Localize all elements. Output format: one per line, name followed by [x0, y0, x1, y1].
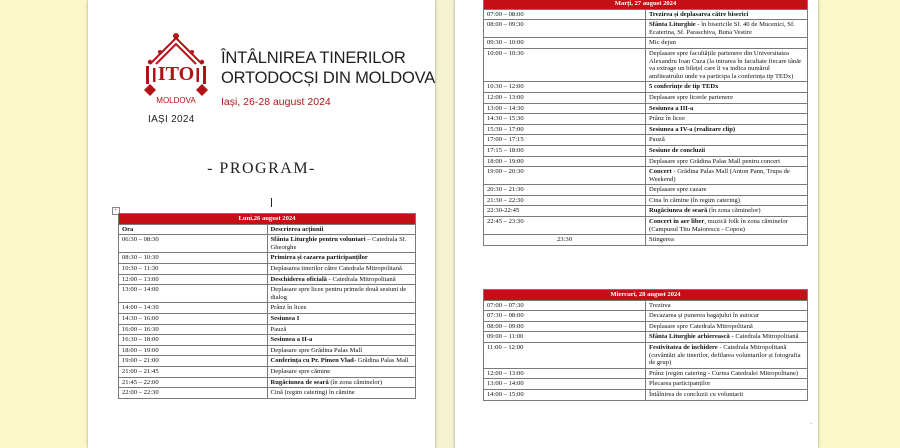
description-cell — [267, 335, 416, 346]
time-cell: 16:00 – 16:30 — [119, 324, 268, 335]
activity-name: Stingerea — [649, 236, 674, 244]
table-row — [484, 235, 808, 246]
description-cell — [646, 156, 808, 167]
time-cell: 11:00 – 12:00 — [484, 342, 646, 368]
table-move-handle[interactable]: + — [112, 207, 120, 215]
activity-name: Sfânta Liturghie arhierească — [649, 333, 730, 341]
table-row — [484, 103, 808, 114]
workspace-right — [818, 0, 900, 448]
page-end-mark: ⌐ — [810, 421, 814, 427]
time-cell: 14:00 – 15:00 — [484, 389, 646, 400]
table-row — [484, 135, 808, 146]
table-row — [484, 321, 808, 332]
activity-detail: - Catedrala Mitropolitană (cuvântări ale tinerilor, defilarea voluntarilor și fotografia de grup) — [649, 343, 801, 367]
description-cell — [267, 253, 416, 264]
day-header: Marți, 27 august 2024 — [484, 0, 808, 9]
time-cell: 13:00 – 14:00 — [119, 285, 268, 303]
description-cell — [267, 274, 416, 285]
activity-name: Deplasare spre cămine — [270, 367, 331, 375]
activity-name: Prânz în licee — [270, 304, 307, 312]
time-cell: 22:45 – 23:30 — [484, 217, 646, 235]
time-cell: 08:00 – 09:30 — [484, 20, 646, 38]
table-row — [484, 124, 808, 135]
description-cell — [646, 185, 808, 196]
activity-name: Pauză — [270, 325, 287, 333]
table-row — [484, 9, 808, 20]
description-cell — [646, 368, 808, 379]
text-cursor — [271, 198, 272, 207]
activity-name: Deplasare spre Grădina Palas Mall — [270, 346, 363, 354]
time-cell: 12:00 – 13:00 — [484, 92, 646, 103]
activity-name: Prânz (regim catering - Curtea Catedralei Mitropolitane) — [649, 369, 799, 377]
event-title — [221, 48, 435, 88]
table-row — [484, 217, 808, 235]
description-cell — [646, 124, 808, 135]
logo-text: ITO — [157, 63, 195, 85]
activity-detail: (la intrarea în facultate fiecare tânăr va extrage un bilețel care îi va indica numărul amfiteatrului unde va participa la conferința tip TEDx) — [649, 57, 802, 80]
description-cell — [646, 195, 808, 206]
table-row — [484, 379, 808, 390]
description-cell — [267, 388, 416, 399]
description-cell — [646, 332, 808, 343]
time-cell: 12:00 – 13:00 — [119, 274, 268, 285]
workspace-left — [0, 0, 88, 448]
activity-name: Întâlnirea de concluzii cu voluntarii — [649, 390, 744, 398]
description-cell — [646, 321, 808, 332]
activity-name: Mic dejun — [649, 39, 676, 47]
description-cell — [646, 82, 808, 93]
table-row — [119, 377, 416, 388]
description-cell — [267, 345, 416, 356]
activity-name: Sesiunea a III-a — [649, 104, 694, 112]
table-row — [484, 368, 808, 379]
table-row — [484, 300, 808, 311]
description-cell — [646, 389, 808, 400]
activity-name: Rugăciunea de seară — [649, 207, 708, 215]
description-cell — [267, 235, 416, 253]
tuesday-schedule-table — [483, 0, 808, 246]
column-header-description: Descrierea acțiunii — [267, 224, 416, 235]
program-title: - PROGRAM- — [207, 160, 316, 177]
table-row — [119, 388, 416, 399]
table-row — [484, 82, 808, 93]
activity-detail: - Grădina Palas Mall — [353, 357, 409, 365]
time-cell: 18:00 – 19:00 — [119, 345, 268, 356]
description-cell — [267, 285, 416, 303]
description-cell — [267, 263, 416, 274]
table-row — [484, 145, 808, 156]
activity-name: Festivitatea de închidere — [649, 343, 718, 351]
event-title-line2: ORTODOCȘI DIN MOLDOVA — [221, 69, 435, 87]
workspace-gap — [435, 0, 455, 448]
description-cell — [646, 217, 808, 235]
table-row — [119, 235, 416, 253]
time-cell: 13:00 – 14:30 — [484, 103, 646, 114]
table-row — [119, 274, 416, 285]
logo-sub: MOLDOVA — [156, 96, 196, 105]
activity-name: Sfânta Liturghie pentru voluntari — [270, 236, 366, 244]
table-row — [119, 313, 416, 324]
activity-name: Sesiunea a IV-a (realizare clip) — [649, 125, 736, 133]
time-cell: 12:00 – 13:00 — [484, 368, 646, 379]
table-row — [119, 366, 416, 377]
time-cell: 14:30 – 15:30 — [484, 114, 646, 125]
activity-name: Deplasarea tinerilor către Catedrala Mitropolitană — [270, 264, 402, 272]
event-title-line1: ÎNTÂLNIREA TINERILOR — [221, 49, 406, 67]
description-cell — [646, 379, 808, 390]
time-cell: 08:30 – 10:30 — [119, 253, 268, 264]
description-cell — [646, 135, 808, 146]
activity-detail: – Catedrala Sf. Gheorghe — [270, 236, 407, 251]
activity-name: Concert — [649, 168, 672, 176]
activity-detail: - în bisericile Sf. 40 de Mucenici, Sf. Ecaterina, Sf. Paraschiva, Buna Vestire — [649, 21, 795, 36]
time-cell: 10:30 – 12:00 — [484, 82, 646, 93]
table-row — [484, 38, 808, 49]
description-cell — [267, 324, 416, 335]
description-cell — [646, 20, 808, 38]
activity-detail: - Grădina Palas Mall (Anton Pann, Trupa de Weekend) — [649, 168, 790, 183]
time-cell: 23:30 — [484, 235, 646, 246]
time-cell: 19:00 – 20:30 — [484, 167, 646, 185]
table-row — [484, 92, 808, 103]
activity-name: Deschiderea oficială — [270, 275, 327, 283]
activity-name: Rugăciunea de seară — [270, 378, 329, 386]
table-row — [484, 332, 808, 343]
time-cell: 15:30 – 17:00 — [484, 124, 646, 135]
activity-name: Concert în aer liber — [649, 218, 705, 226]
activity-name: Pauză — [649, 136, 665, 144]
time-cell: 10:30 – 11:30 — [119, 263, 268, 274]
activity-name: Deplasare spre cazare — [649, 186, 707, 194]
description-cell — [646, 311, 808, 322]
activity-detail: - Catedrala Mitropolitană — [326, 275, 396, 283]
time-cell: 10:00 – 10:30 — [484, 48, 646, 81]
table-row — [484, 114, 808, 125]
time-cell: 13:00 – 14:00 — [484, 379, 646, 390]
activity-name: Deplasare spre Grădina Palas Mall pentru concert — [649, 157, 781, 165]
description-cell — [646, 114, 808, 125]
description-cell — [267, 356, 416, 367]
column-header-time: Ora — [119, 224, 268, 235]
activity-detail: (în zona căminelor) — [707, 207, 761, 215]
table-row — [484, 389, 808, 400]
time-cell: 18:00 – 19:00 — [484, 156, 646, 167]
time-cell: 07:00 – 07:30 — [484, 300, 646, 311]
activity-name: Plecarea participanților — [649, 380, 711, 388]
activity-name: Deplasare spre facultățile partenere din Universitatea Alexandru Ioan Cuza — [649, 49, 790, 65]
time-cell: 07:00 – 08:00 — [484, 9, 646, 20]
table-row — [484, 342, 808, 368]
document-page-1[interactable] — [88, 0, 435, 448]
time-cell: 14:30 – 16:00 — [119, 313, 268, 324]
activity-name: Deplasare spre licee pentru primele două sesiuni de dialog — [270, 286, 407, 301]
time-cell: 21:30 – 22:30 — [484, 195, 646, 206]
table-row — [484, 48, 808, 81]
table-row — [119, 263, 416, 274]
day-header: Miercuri, 28 august 2024 — [484, 290, 808, 301]
activity-detail: (în zona căminelor) — [328, 378, 383, 386]
description-cell — [646, 145, 808, 156]
time-cell: 21:00 – 21:45 — [119, 366, 268, 377]
description-cell — [267, 366, 416, 377]
activity-name: Prânz în licee — [649, 115, 685, 123]
table-row — [119, 285, 416, 303]
time-cell: 19:00 – 21:00 — [119, 356, 268, 367]
table-row — [484, 185, 808, 196]
activity-name: Cină (regim catering) în cămine — [270, 389, 355, 397]
ito-logo — [140, 30, 212, 112]
activity-name: Sesiunea a II-a — [270, 336, 313, 344]
time-cell: 17:00 – 17:15 — [484, 135, 646, 146]
table-row — [484, 195, 808, 206]
description-cell — [646, 167, 808, 185]
activity-name: Sesiune de concluzii — [649, 146, 706, 154]
table-row — [484, 156, 808, 167]
time-cell: 16:30 – 18:00 — [119, 335, 268, 346]
time-cell: 17:15 – 18:00 — [484, 145, 646, 156]
description-cell — [646, 103, 808, 114]
table-row — [119, 303, 416, 314]
time-cell: 07:30 – 08:00 — [484, 311, 646, 322]
time-cell: 21:45 – 22:00 — [119, 377, 268, 388]
monday-schedule-table — [118, 213, 416, 399]
table-row — [484, 206, 808, 217]
description-cell — [646, 342, 808, 368]
activity-name: 5 conferințe de tip TEDx — [649, 83, 719, 91]
description-cell — [646, 235, 808, 246]
description-cell — [646, 38, 808, 49]
activity-name: Deplasare spre Catedrala Mitropolitană — [649, 322, 753, 330]
time-cell: 06:30 – 08:30 — [119, 235, 268, 253]
table-row — [484, 167, 808, 185]
table-row — [484, 311, 808, 322]
time-cell: 09:30 – 10:00 — [484, 38, 646, 49]
activity-name: Conferința cu Pr. Pimen Vlad — [270, 357, 354, 365]
activity-detail: - Catedrala Mitropolitană — [729, 333, 799, 341]
table-row — [484, 20, 808, 38]
description-cell — [646, 9, 808, 20]
time-cell: 22:30-22:45 — [484, 206, 646, 217]
day-header: Luni,26 august 2024 — [119, 214, 416, 225]
description-cell — [646, 300, 808, 311]
description-cell — [646, 206, 808, 217]
description-cell — [646, 48, 808, 81]
description-cell — [267, 377, 416, 388]
activity-name: Trezirea și deplasarea către biserici — [649, 10, 749, 18]
time-cell: 14:00 – 14:30 — [119, 303, 268, 314]
time-cell: 22:00 – 22:30 — [119, 388, 268, 399]
document-page-2[interactable] — [455, 0, 818, 448]
logo-year: IAȘI 2024 — [148, 114, 195, 125]
activity-name: Deplasare spre liceele partenere — [649, 93, 734, 101]
activity-name: Decazarea și punerea bagajului în autocar — [649, 312, 760, 320]
table-row — [119, 335, 416, 346]
description-cell — [646, 92, 808, 103]
table-row — [119, 324, 416, 335]
time-cell: 08:00 – 09:00 — [484, 321, 646, 332]
activity-name: Sfânta Liturghie — [649, 21, 696, 29]
activity-name: Trezirea — [649, 301, 671, 309]
time-cell: 20:30 – 21:30 — [484, 185, 646, 196]
activity-name: Cina în cămine (în regim catering) — [649, 196, 740, 204]
table-row — [119, 253, 416, 264]
activity-name: Sesiunea I — [270, 314, 300, 322]
table-row — [119, 356, 416, 367]
event-date-place: Iași, 26-28 august 2024 — [221, 96, 331, 108]
description-cell — [267, 313, 416, 324]
activity-name: Primirea și cazarea participanților — [270, 254, 368, 262]
activity-detail: , muzică folk în zona căminelor (Campusul Titu Maiorescu - Copou) — [649, 218, 788, 233]
wednesday-schedule-table — [483, 289, 808, 401]
table-row — [119, 345, 416, 356]
description-cell — [267, 303, 416, 314]
time-cell: 09:00 – 11:00 — [484, 332, 646, 343]
